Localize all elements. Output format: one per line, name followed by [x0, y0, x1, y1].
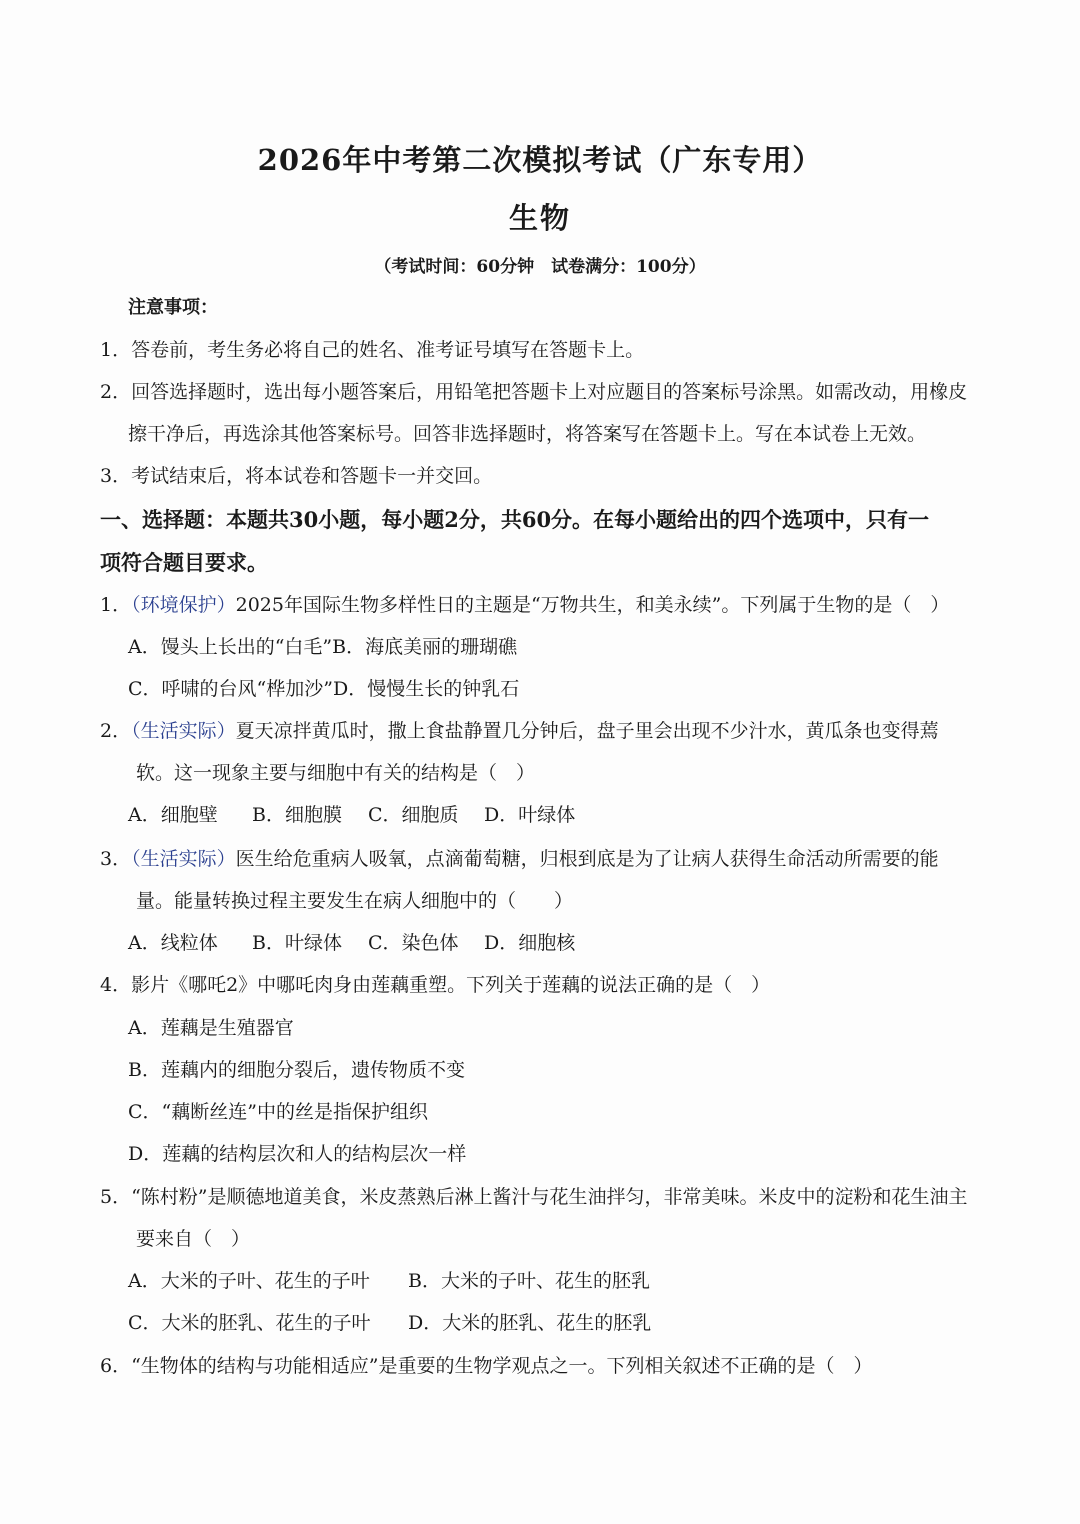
- question-5-option-a: A．大米的子叶、花生的子叶: [128, 1270, 370, 1292]
- question-4-option-d: D．莲藕的结构层次和人的结构层次一样: [128, 1143, 467, 1165]
- question-3-option-a: A．线粒体: [128, 932, 218, 954]
- question-4-option-a: A．莲藕是生殖器官: [128, 1017, 294, 1039]
- question-6-stem: 6．“生物体的结构与功能相适应”是重要的生物学观点之一。下列相关叙述不正确的是（ ）: [100, 1355, 873, 1377]
- question-1-tag: （环境保护）: [131, 594, 236, 616]
- notice-item-3: 3．考试结束后，将本试卷和答题卡一并交回。: [100, 465, 493, 487]
- question-3-option-b: B．叶绿体: [252, 932, 342, 954]
- notice-item-2-cont: 擦干净后，再选涂其他答案标号。回答非选择题时，将答案写在答题卡上。写在本试卷上无效。: [128, 423, 927, 445]
- question-2-stem: [100, 720, 939, 743]
- question-2-option-c: C．细胞质: [368, 804, 459, 826]
- question-5-option-b: B．大米的子叶、花生的胚乳: [408, 1270, 650, 1292]
- question-4-option-c: C．“藕断丝连”中的丝是指保护组织: [128, 1101, 428, 1123]
- notice-item-1: 1．答卷前，考生务必将自己的姓名、准考证号填写在答题卡上。: [100, 339, 645, 361]
- question-5-stem: 5．“陈村粉”是顺德地道美食，米皮蒸熟后淋上酱汁与花生油拌匀，非常美味。米皮中的淀粉和花生油主: [100, 1186, 968, 1208]
- notice-item-2: 2．回答选择题时，选出每小题答案后，用铅笔把答题卡上对应题目的答案标号涂黑。如需改动，用橡皮: [100, 381, 968, 403]
- notice-heading: 注意事项：: [128, 297, 218, 318]
- question-2-number: 2．: [100, 720, 132, 742]
- exam-title: 2026年中考第二次模拟考试（广东专用）: [257, 143, 823, 177]
- question-3-stem: [100, 848, 939, 871]
- section-heading-cont: 项符合题目要求。: [100, 550, 268, 575]
- question-2-option-a: A．细胞壁: [128, 804, 218, 826]
- subject-title: 生物: [508, 201, 571, 235]
- question-2-option-b: B．细胞膜: [252, 804, 342, 826]
- question-5-option-d: D．大米的胚乳、花生的胚乳: [408, 1312, 652, 1334]
- question-2-text: 夏天凉拌黄瓜时，撒上食盐静置几分钟后，盘子里会出现不少汁水，黄瓜条也变得蔫: [235, 720, 939, 742]
- question-3-tag: （生活实际）: [131, 848, 236, 870]
- question-3-option-c: C．染色体: [368, 932, 459, 954]
- question-1-text: 2025年国际生物多样性日的主题是“万物共生，和美永续”。下列属于生物的是（ ）: [235, 594, 950, 616]
- question-5-options-row-1: [128, 1270, 650, 1293]
- question-3-stem-cont: 量。能量转换过程主要发生在病人细胞中的（ ）: [136, 890, 574, 912]
- question-2-option-d: D．叶绿体: [484, 804, 576, 826]
- section-heading: 一、选择题：本题共30小题，每小题2分，共60分。在每小题给出的四个选项中，只有一: [100, 507, 930, 532]
- question-2-options: [128, 804, 575, 827]
- question-3-option-d: D．细胞核: [484, 932, 576, 954]
- question-3-options: [128, 932, 575, 955]
- question-1-stem: [100, 594, 949, 617]
- question-2-stem-cont: 软。这一现象主要与细胞中有关的结构是（ ）: [136, 762, 536, 784]
- question-1-options-row-1: A．馒头上长出的“白毛”B．海底美丽的珊瑚礁: [128, 636, 518, 658]
- question-1-number: 1．: [100, 594, 132, 616]
- question-1-options-row-2: C．呼啸的台风“桦加沙”D．慢慢生长的钟乳石: [128, 678, 520, 700]
- question-5-stem-cont: 要来自（ ）: [136, 1228, 251, 1250]
- question-5-option-c: C．大米的胚乳、花生的子叶: [128, 1312, 371, 1334]
- question-3-number: 3．: [100, 848, 132, 870]
- question-3-text: 医生给危重病人吸氧，点滴葡萄糖，归根到底是为了让病人获得生命活动所需要的能: [235, 848, 939, 870]
- question-5-options-row-2: [128, 1312, 651, 1335]
- question-4-option-b: B．莲藕内的细胞分裂后，遗传物质不变: [128, 1059, 465, 1081]
- exam-info: （考试时间：60分钟 试卷满分：100分）: [374, 257, 706, 277]
- question-2-tag: （生活实际）: [131, 720, 236, 742]
- question-4-stem: 4．影片《哪吒2》中哪吒肉身由莲藕重塑。下列关于莲藕的说法正确的是（ ）: [100, 974, 771, 996]
